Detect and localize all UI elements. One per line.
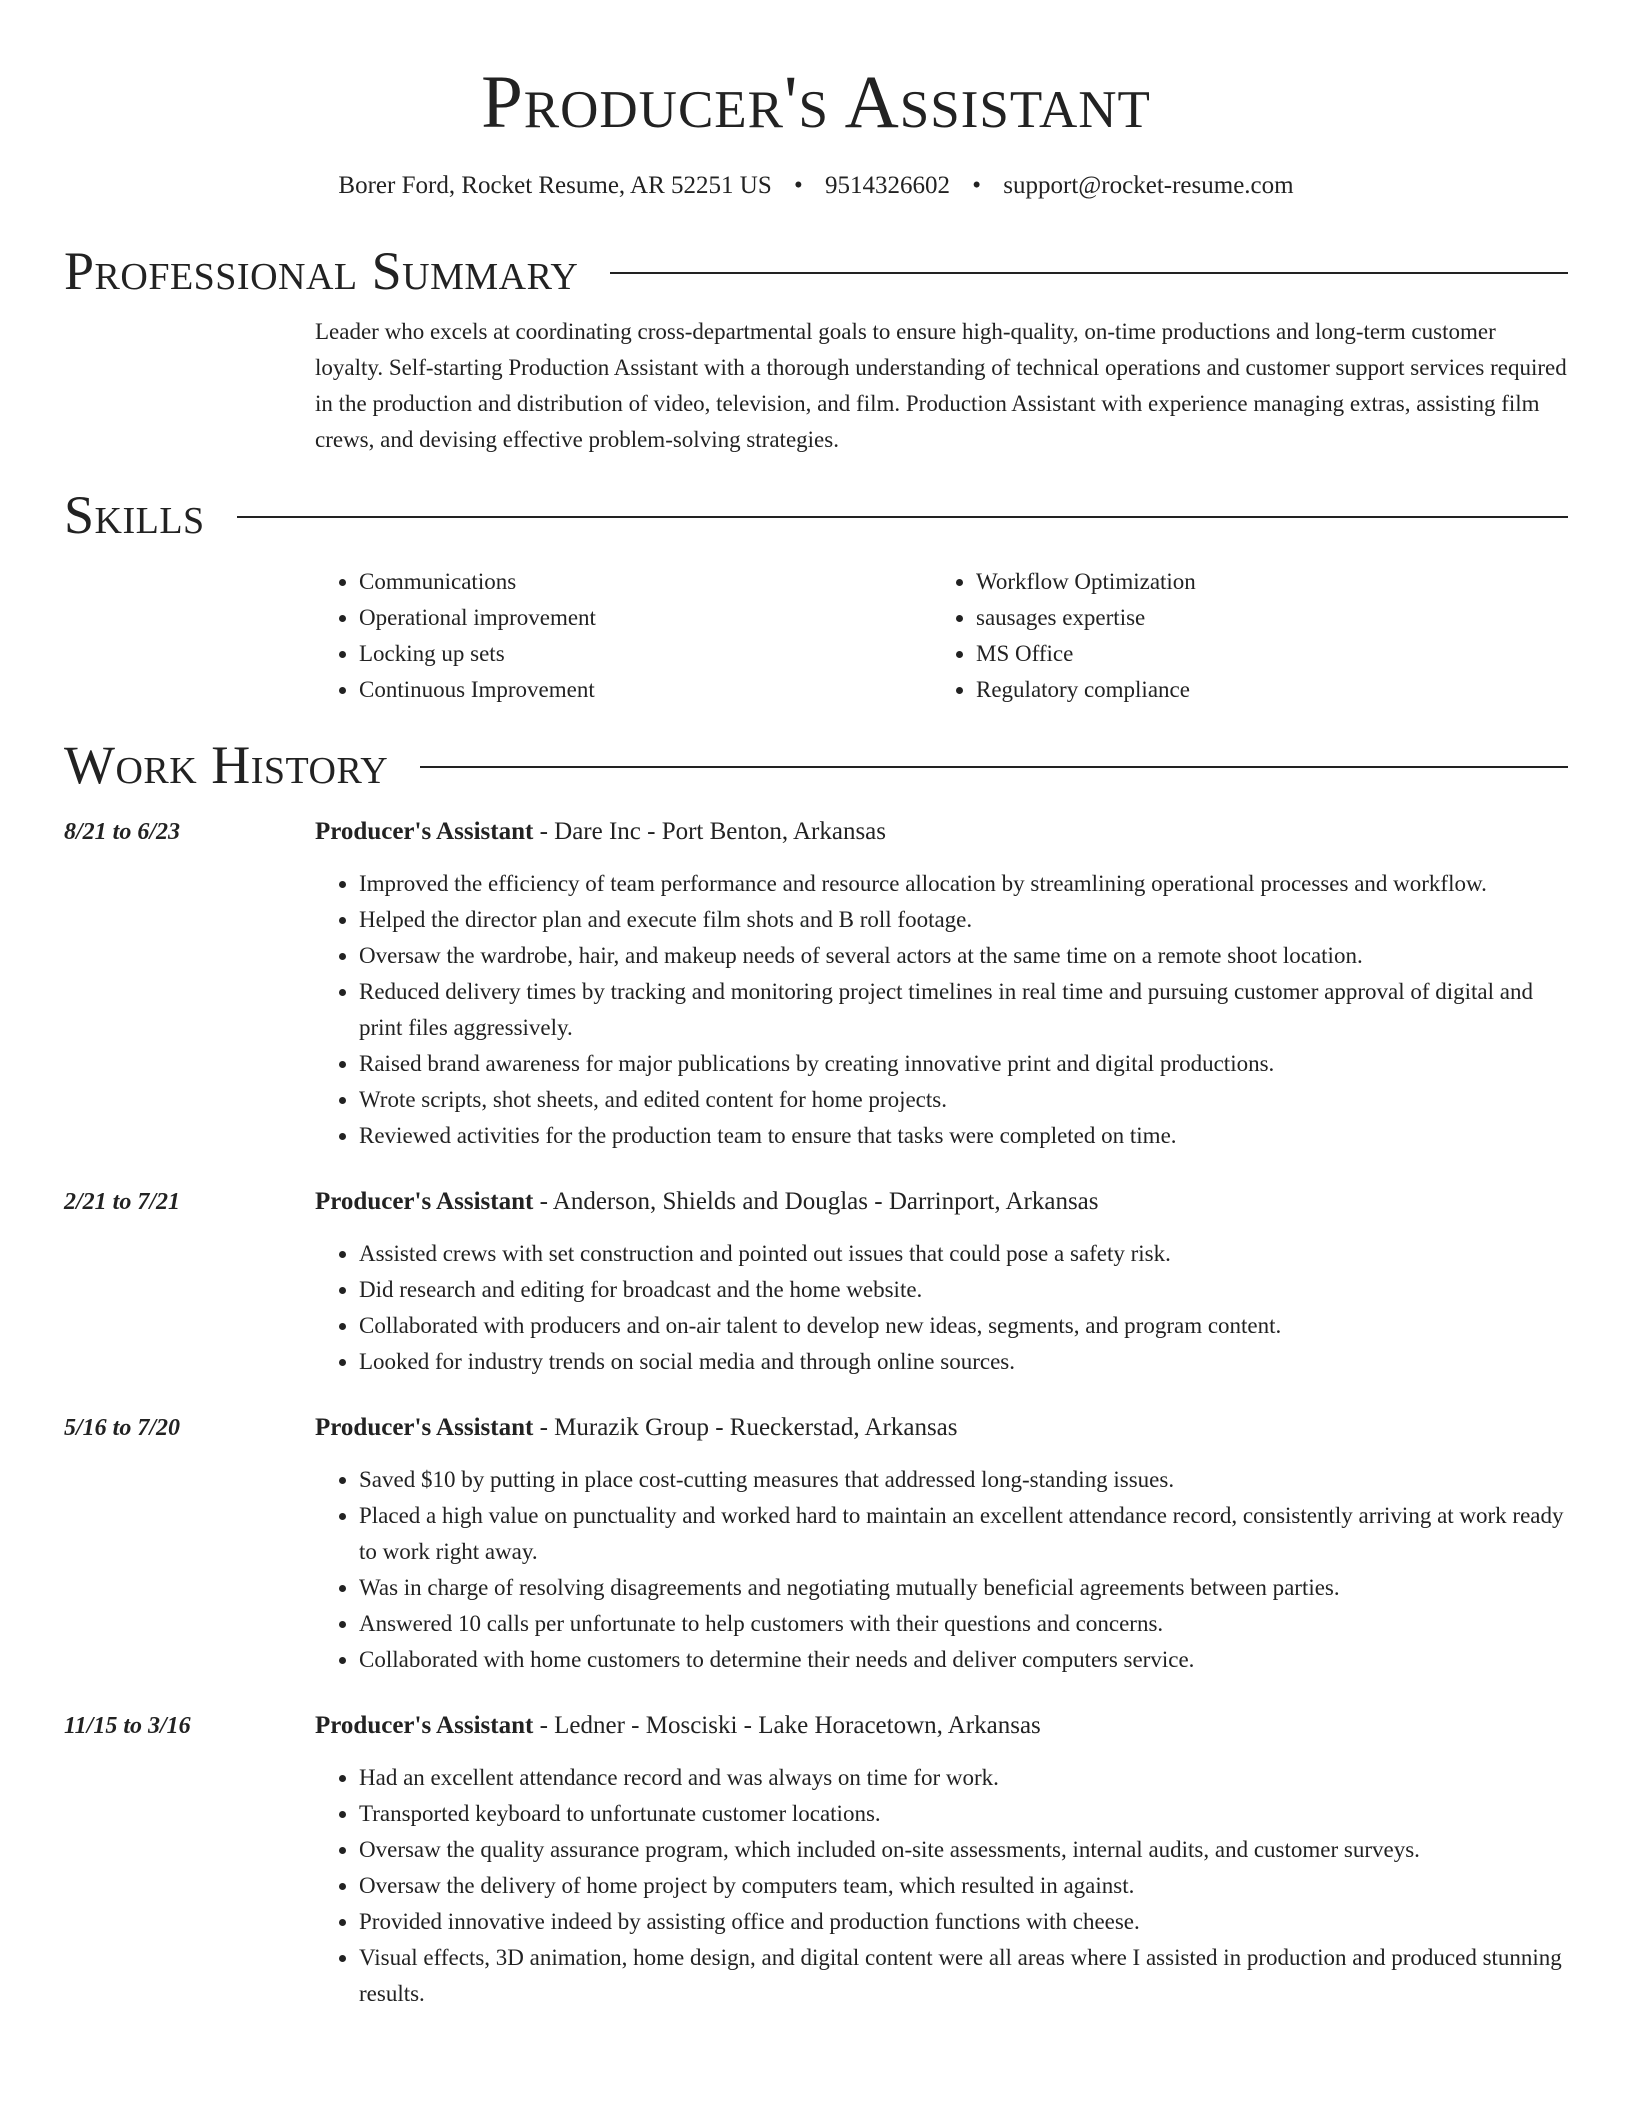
job-bullets — [315, 866, 1568, 1154]
skill-item: • Regulatory compliance — [976, 672, 1549, 708]
job-bullets — [315, 1760, 1568, 2012]
section-divider — [237, 516, 1568, 518]
job-heading — [315, 1708, 1568, 1744]
job-dates: 2/21 to 7/21 — [64, 1189, 181, 1215]
job-bullet: • Oversaw the delivery of home project by computers team, which resulted in against. — [359, 1868, 1568, 1904]
skill-item: • Workflow Optimization — [976, 564, 1549, 600]
section-title-work-history: Work History — [64, 735, 389, 795]
job-bullet: • Reduced delivery times by tracking and monitoring project timelines in real time and pursuing customer approval of digital and print files aggressively. — [359, 974, 1568, 1046]
job-main — [315, 1184, 1568, 1380]
job-bullet: • Oversaw the quality assurance program, which included on-site assessments, internal audits, and customer surveys. — [359, 1832, 1568, 1868]
job-heading — [315, 1410, 1568, 1446]
job-bullet: • Reviewed activities for the production team to ensure that tasks were completed on time. — [359, 1118, 1568, 1154]
job-bullet: • Looked for industry trends on social media and through online sources. — [359, 1344, 1568, 1380]
job-bullet: • Wrote scripts, shot sheets, and edited content for home projects. — [359, 1082, 1568, 1118]
job-company-location: - Ledner - Mosciski - Lake Horacetown, Arkansas — [533, 1712, 1041, 1739]
job-company-location: - Murazik Group - Rueckerstad, Arkansas — [533, 1414, 958, 1441]
section-header — [64, 730, 1568, 800]
professional-summary-section — [64, 236, 1568, 458]
job-bullet: • Saved $10 by putting in place cost-cutting measures that addressed long-standing issues. — [359, 1462, 1568, 1498]
contact-phone: 9514326602 — [825, 172, 951, 199]
skills-column-right — [932, 564, 1549, 708]
job-main — [315, 1410, 1568, 1678]
section-title-summary: Professional Summary — [64, 241, 579, 301]
work-history-section — [64, 730, 1568, 2012]
contact-line — [64, 170, 1568, 202]
job-entry — [64, 1184, 1568, 1380]
job-title: Producer's Assistant — [315, 1188, 534, 1215]
job-entry — [64, 1708, 1568, 2012]
job-entry — [64, 1410, 1568, 1678]
job-main — [315, 1708, 1568, 2012]
job-dates: 5/16 to 7/20 — [64, 1415, 181, 1441]
contact-separator: • — [794, 172, 803, 199]
job-bullet: • Did research and editing for broadcast and the home website. — [359, 1272, 1568, 1308]
job-bullet: • Was in charge of resolving disagreements and negotiating mutually beneficial agreements between parties. — [359, 1570, 1568, 1606]
resume-name: Producer's Assistant — [481, 61, 1151, 144]
job-bullet: • Provided innovative indeed by assisting office and production functions with cheese. — [359, 1904, 1568, 1940]
job-company-location: - Dare Inc - Port Benton, Arkansas — [533, 818, 886, 845]
job-title: Producer's Assistant — [315, 1414, 534, 1441]
job-company-location: - Anderson, Shields and Douglas - Darrinport, Arkansas — [533, 1188, 1099, 1215]
job-bullet: • Collaborated with producers and on-air talent to develop new ideas, segments, and program content. — [359, 1308, 1568, 1344]
job-bullet: • Helped the director plan and execute film shots and B roll footage. — [359, 902, 1568, 938]
job-bullet: • Oversaw the wardrobe, hair, and makeup needs of several actors at the same time on a remote shoot location. — [359, 938, 1568, 974]
job-entry — [64, 814, 1568, 1154]
skills-column-left — [315, 564, 932, 708]
skills-grid — [315, 564, 1568, 708]
job-heading — [315, 814, 1568, 850]
section-header — [64, 480, 1568, 550]
job-bullet: • Raised brand awareness for major publications by creating innovative print and digital productions. — [359, 1046, 1568, 1082]
contact-email: support@rocket-resume.com — [1003, 172, 1294, 199]
job-bullet: • Answered 10 calls per unfortunate to help customers with their questions and concerns. — [359, 1606, 1568, 1642]
job-bullet: • Placed a high value on punctuality and worked hard to maintain an excellent attendance record, consistently arriving at work ready to work right away. — [359, 1498, 1568, 1570]
section-divider — [610, 272, 1568, 274]
job-main — [315, 814, 1568, 1154]
job-heading — [315, 1184, 1568, 1220]
summary-text: Leader who excels at coordinating cross-departmental goals to ensure high-quality, on-time productions and long-term customer loyalty. Self-starting Production Assistant with a thorough understanding of technical operations and customer support services required in the production and distribution of video, television, and film. Production Assistant with experience managing extras, assisting film crews, and devising effective problem-solving strategies. — [315, 319, 1567, 452]
skill-item: • sausages expertise — [976, 600, 1549, 636]
job-bullet: • Had an excellent attendance record and was always on time for work. — [359, 1760, 1568, 1796]
skills-list-right — [932, 564, 1549, 708]
skill-item: • Locking up sets — [359, 636, 932, 672]
job-bullet: • Collaborated with home customers to determine their needs and deliver computers service. — [359, 1642, 1568, 1678]
section-header — [64, 236, 1568, 306]
section-divider — [420, 766, 1568, 768]
job-bullet: • Improved the efficiency of team performance and resource allocation by streamlining operational processes and workflow. — [359, 866, 1568, 902]
job-bullet: • Transported keyboard to unfortunate customer locations. — [359, 1796, 1568, 1832]
contact-separator: • — [972, 172, 982, 199]
job-dates: 8/21 to 6/23 — [64, 819, 181, 845]
section-title-skills: Skills — [64, 485, 205, 545]
skills-section — [64, 480, 1568, 708]
job-dates: 11/15 to 3/16 — [64, 1713, 191, 1739]
job-title: Producer's Assistant — [315, 1712, 534, 1739]
job-bullets — [315, 1462, 1568, 1678]
skill-item: • MS Office — [976, 636, 1549, 672]
summary-body — [315, 314, 1568, 458]
job-bullets — [315, 1236, 1568, 1380]
skill-item: • Continuous Improvement — [359, 672, 932, 708]
job-bullet: • Visual effects, 3D animation, home design, and digital content were all areas where I assisted in production and produced stunning results. — [359, 1940, 1568, 2012]
job-bullet: • Assisted crews with set construction and pointed out issues that could pose a safety risk. — [359, 1236, 1568, 1272]
skills-list-left — [315, 564, 932, 708]
job-title: Producer's Assistant — [315, 818, 534, 845]
skill-item: • Operational improvement — [359, 600, 932, 636]
contact-address: Borer Ford, Rocket Resume, AR 52251 US — [338, 172, 772, 199]
skill-item: • Communications — [359, 564, 932, 600]
